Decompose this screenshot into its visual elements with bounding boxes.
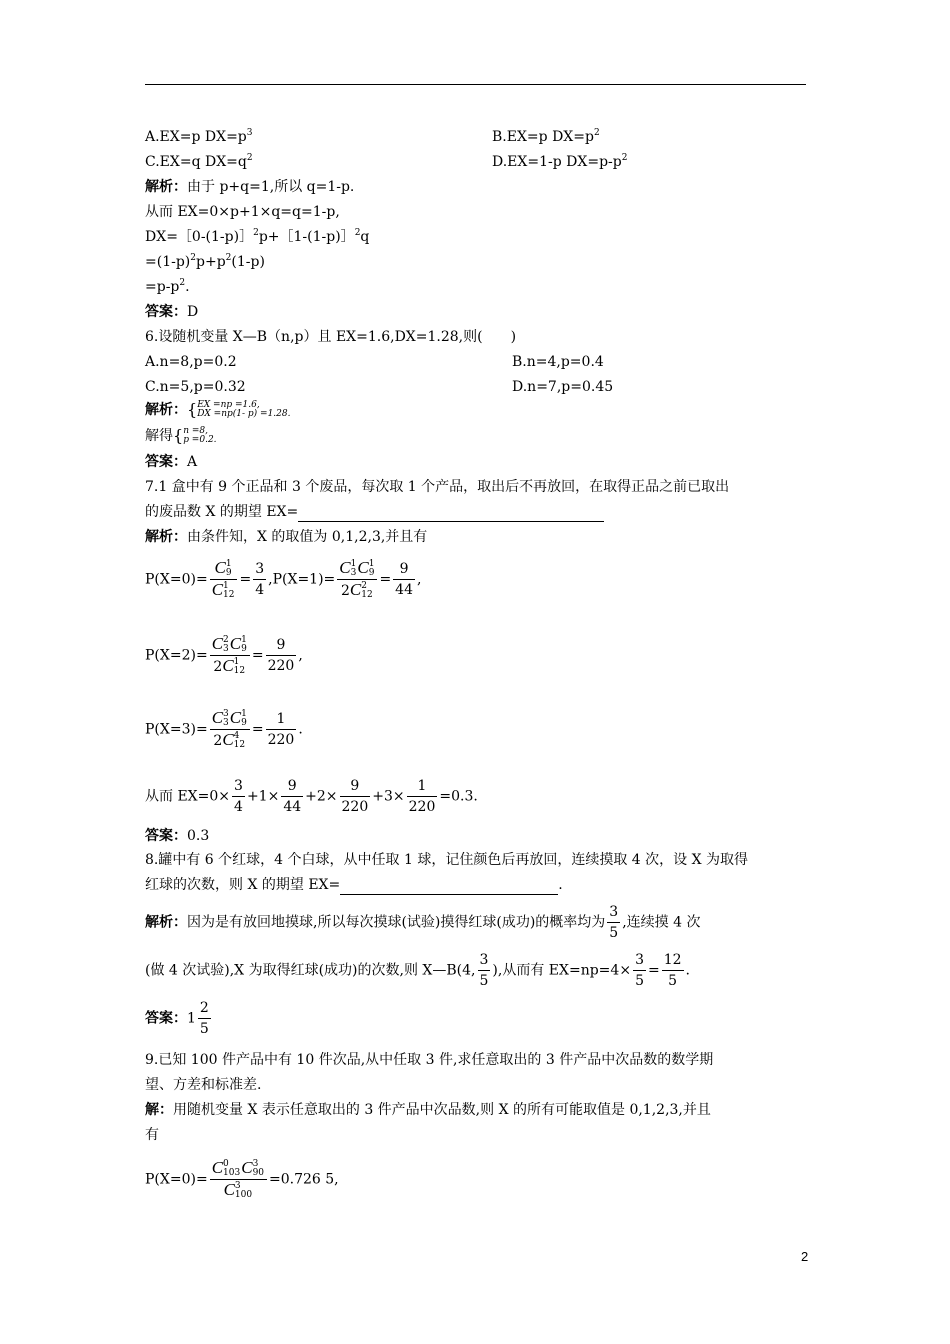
page-number: 2 [801,1249,809,1264]
frac-3-5: $\frac{3}{5}$ [635,952,644,989]
q9-stem-line-2: 望、方差和标准差. [145,1077,262,1093]
frac-3-4: $\frac{3}{4}$ [234,778,243,815]
q6-option-d: D.n=7,p=0.45 [512,379,614,395]
q7-fraction-p2: C 2 3 C 1 9 2C 1 12 [210,634,250,677]
q5-answer: 答案：D [145,304,199,320]
q5-option-b: B.EX=p $DX=p^2$ [492,128,600,145]
q7-fraction-1-220: $\frac{1}{220}$ [267,711,295,748]
q6-solve: 解得{ n =8, p =0.2. [145,426,217,445]
frac-12-5: $\frac{12}{5}$ [663,952,682,989]
q7-answer-blank [298,505,604,522]
q5-option-d: D.EX=1-p $DX=p-p^2$ [492,153,628,170]
q6-solution: 解析：{ EX =np =1.6, DX =np(1- p) =1.28. [145,400,291,419]
q5-solution-line-4: $=(1-p)^2p+p^2(1-p)$ [145,253,265,270]
q6-option-b: B.n=4,p=0.4 [512,354,604,370]
frac-3-5: $\frac{3}{5}$ [609,904,619,941]
q7-stem-line-1: 7.1 盒中有 9 个正品和 3 个废品，每次取 1 个产品，取出后不再放回，在取得正品之前已取出 [145,479,730,495]
q9-p-x0: P(X=0)= C 0 103 C 3 90 C 3 100 =0.726 5, [145,1158,339,1200]
q5-solution-line-3: DX=［0-(1-p)］$^2$p+［1-(1-p)］$^2$q [145,228,370,245]
q5-solution-line-1: 解析：由于 p+q=1,所以 q=1-p. [145,179,355,195]
q5-solution-line-2: 从而 EX=0×p+1×q=q=1-p, [145,204,340,220]
q8-stem-line-2: 红球的次数，则 X 的期望 EX= . [145,877,563,893]
q5-solution-line-5: $=p-p^2$. [145,278,190,295]
q7-p-x2: P(X=2)= C 2 3 C 1 9 2C 1 12 = $\frac{9}{220}$ , [145,634,303,676]
q8-solution-line-1: 解析：因为是有放回地摸球,所以每次摸球(试验)摸得红球(成功)的概率均为 $\frac{3}{5}$ ,连续摸 4 次 [145,904,701,941]
q7-fraction-p3: C 3 3 C 1 9 2C 4 12 [210,708,250,751]
q7-fraction-9-44: $\frac{9}{44}$ [395,561,413,598]
frac-1-220: $\frac{1}{220}$ [408,778,436,815]
q8-solution-line-2: (做 4 次试验),X 为取得红球(成功)的次数,则 X—B(4, $\frac{3}{5}$ ),从而有 EX=np=4× $\frac{3}{5}$ = $\frac{12}{5}$ . [145,952,690,989]
q9-solution-line-2: 有 [145,1127,159,1143]
q8-answer: 答案：1 $\frac{2}{5}$ [145,1000,209,1037]
q6-option-a: A.n=8,p=0.2 [145,354,237,370]
q8-answer-blank [340,878,558,895]
q6-result-system: n =8, p =0.2. [183,426,217,445]
q5-option-a: A.EX=p $DX=p^3$ [145,128,253,145]
q9-solution-line-1: 解：用随机变量 X 表示任意取出的 3 件产品中次品数,则 X 的所有可能取值是 0,1,2,3,并且 [145,1102,711,1118]
q5-option-c: C.EX=q $DX=q^2$ [145,153,253,170]
q6-option-c: C.n=5,p=0.32 [145,379,246,395]
frac-3-5: $\frac{3}{5}$ [479,952,489,989]
q7-fraction-p0: C 1 9 C 1 12 [210,558,238,601]
q9-stem-line-1: 9.已知 100 件产品中有 10 件次品,从中任取 3 件,求任意取出的 3 件产品中次品数的数学期 [145,1052,714,1068]
q7-p-x0-x1: P(X=0)= C 1 9 C 1 12 = $\frac{3}{4}$ ,P(X=1)= C 1 3 C 1 9 2C 2 12 = $\frac{9}{44}$ , [145,558,422,600]
q8-stem-line-1: 8.罐中有 6 个红球，4 个白球，从中任取 1 球，记住颜色后再放回，连续摸取 4 次，设 X 为取得 [145,852,749,868]
q9-fraction-p0: C 0 103 C 3 90 C 3 100 [210,1158,267,1201]
q6-answer: 答案：A [145,454,198,470]
header-rule [145,84,806,85]
q7-answer: 答案：0.3 [145,828,210,844]
q7-expectation: 从而 EX=0× $\frac{3}{4}$ +1× $\frac{9}{44}$ +2× $\frac{9}{220}$ +3× $\frac{1}{220}$ =0.3. [145,778,478,815]
frac-2-5: $\frac{2}{5}$ [199,1000,209,1037]
q7-fraction-9-220: $\frac{9}{220}$ [267,637,295,674]
q7-p-x3: P(X=3)= C 3 3 C 1 9 2C 4 12 = $\frac{1}{220}$ . [145,708,303,750]
frac-9-220: $\frac{9}{220}$ [341,778,369,815]
q7-solution-intro: 解析：由条件知，X 的取值为 0,1,2,3,并且有 [145,529,428,545]
q7-fraction-p1: C 1 3 C 1 9 2C 2 12 [337,558,377,601]
q7-fraction-3-4: $\frac{3}{4}$ [255,561,265,598]
q6-stem: 6.设随机变量 X—B（n,p）且 EX=1.6,DX=1.28,则( ) [145,329,517,345]
q6-equation-system: EX =np =1.6, DX =np(1- p) =1.28. [197,400,291,419]
frac-9-44: $\frac{9}{44}$ [283,778,302,815]
q7-stem-line-2: 的废品数 X 的期望 EX= [145,502,604,522]
